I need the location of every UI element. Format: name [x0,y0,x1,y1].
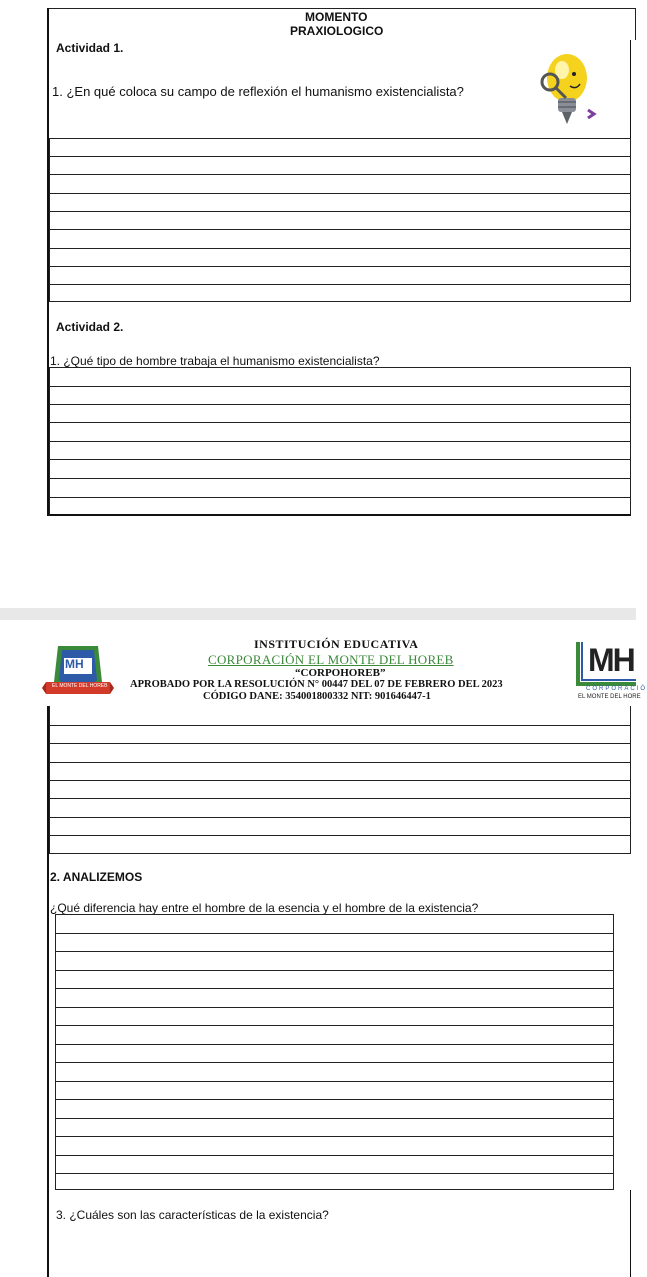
answer-line [49,248,631,249]
section2-question: ¿Qué diferencia hay entre el hombre de la esencia y el hombre de la existencia? [50,901,479,915]
answer-line [55,1081,614,1082]
right-margin-line-lower [630,1190,631,1277]
answer-line [55,1007,614,1008]
answer-line [55,988,614,989]
answer-line [49,497,631,498]
answer-line [55,1173,614,1174]
corporation-name: CORPORACIÓN EL MONTE DEL HOREB [208,652,454,667]
answer-line [55,1099,614,1100]
answer-line [55,1062,614,1063]
answer-line [49,193,631,194]
answer-line [49,441,631,442]
answer-line [49,780,631,781]
activity2-title: Actividad 2. [56,320,124,334]
header-title-line1: MOMENTO [305,10,368,24]
answer-line [55,1155,614,1156]
activity1-title: Actividad 1. [56,41,124,55]
dane-nit-codes: CÓDIGO DANE: 354001800332 NIT: 901646447-1 [203,691,431,702]
answer-line [49,725,631,726]
answer-line [49,386,631,387]
answer-line [49,422,631,423]
left-logo-initials: MH [65,657,84,671]
section2-title: 2. ANALIZEMOS [50,870,143,884]
right-logo-initials: MH [588,642,634,678]
answer-line [55,1118,614,1119]
answer-line [49,743,631,744]
answer-line [49,404,631,405]
answer-line [55,951,614,952]
approval-resolution: APROBADO POR LA RESOLUCIÓN N° 00447 DEL 07 DE FEBRERO DEL 2023 [130,679,503,690]
section2-answer-box[interactable] [55,914,614,1190]
page-1 [0,0,636,610]
page-2 [0,620,647,1277]
answer-line [49,229,631,230]
activity1-answer-box[interactable] [49,138,631,302]
answer-line [49,174,631,175]
answer-line [49,835,631,836]
answer-line [49,459,631,460]
activity1-question: 1. ¿En qué coloca su campo de reflexión el humanismo existencialista? [52,84,464,99]
answer-line [49,211,631,212]
lightbulb-mascot-icon [536,50,596,128]
section3-question: 3. ¿Cuáles son las características de la existencia? [56,1208,329,1222]
answer-line [49,762,631,763]
answer-line [49,284,631,285]
right-logo-caption-1: CORPORACIÓ [586,686,647,692]
school-shield-logo-icon [42,642,114,706]
left-logo-ribbon-text: EL MONTE DEL HOREB [52,683,108,689]
answer-line [49,817,631,818]
answer-line [55,970,614,971]
institution-name: INSTITUCIÓN EDUCATIVA [254,637,419,651]
right-logo-caption-2: EL MONTE DEL HORE [578,694,641,700]
answer-line [55,933,614,934]
answer-line [55,1044,614,1045]
page-separator [0,608,636,620]
answer-line [49,798,631,799]
answer-line [49,478,631,479]
answer-line [55,1136,614,1137]
header-title-line2: PRAXIOLOGICO [290,24,384,38]
answer-line [55,1025,614,1026]
answer-line [49,266,631,267]
short-name: “CORPOHOREB” [295,667,386,679]
activity2-question: 1. ¿Qué tipo de hombre trabaja el humanismo existencialista? [50,354,380,368]
answer-line [49,156,631,157]
